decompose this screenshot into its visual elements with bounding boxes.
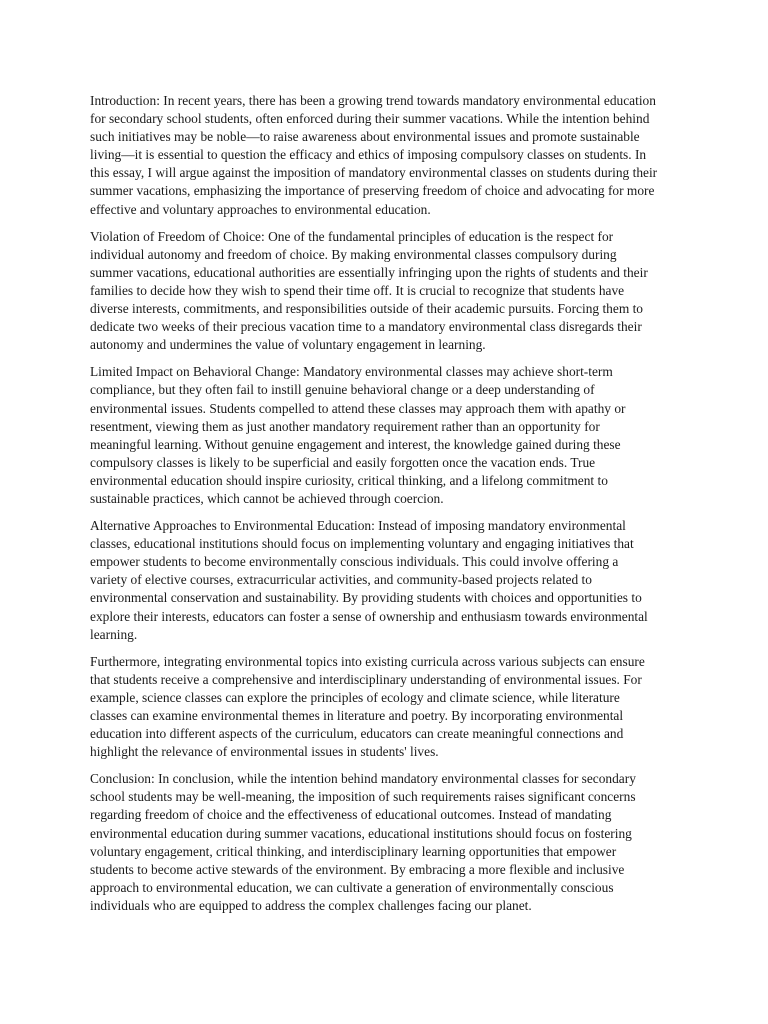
paragraph-conclusion: Conclusion: In conclusion, while the intention behind mandatory environmental classes for secondary school students may be well-meaning, the imposition of such requirements raises significant concerns regarding freedom of choice and the effectiveness of educational outcomes. Instead of mandating environmental education during summer vacations, educational institutions should focus on fostering voluntary engagement, critical thinking, and interdisciplinary learning opportunities that empower students to become active stewards of the environment. By embracing a more flexible and inclusive approach to environmental education, we can cultivate a generation of environmentally conscious individuals who are equipped to address the complex challenges facing our planet. [90, 771, 636, 913]
document-page [90, 92, 658, 924]
paragraph-introduction: Introduction: In recent years, there has been a growing trend towards mandatory environmental education for secondary school students, often enforced during their summer vacations. While the intention behind such initiatives may be noble—to raise awareness about environmental issues and promote sustainable living—it is essential to question the efficacy and ethics of imposing compulsory classes on students. In this essay, I will argue against the imposition of mandatory environmental classes on students during their summer vacations, emphasizing the importance of preserving freedom of choice and advocating for more effective and voluntary approaches to environmental education. [90, 93, 658, 217]
paragraph-alternative-approaches: Alternative Approaches to Environmental Education: Instead of imposing mandatory environmental classes, educational institutions should focus on implementing voluntary and engaging initiatives that empower students to become environmentally conscious individuals. This could involve offering a variety of elective courses, extracurricular activities, and community-based projects related to environmental conservation and sustainability. By providing students with choices and opportunities to explore their interests, educators can foster a sense of ownership and enthusiasm towards environmental learning. [90, 518, 648, 642]
paragraph-curricula-integration: Furthermore, integrating environmental topics into existing curricula across various subjects can ensure that students receive a comprehensive and interdisciplinary understanding of environmental issues. For example, science classes can explore the principles of ecology and climate science, while literature classes can examine environmental themes in literature and poetry. By incorporating environmental education into different aspects of the curriculum, educators can create meaningful connections and highlight the relevance of environmental issues in students' lives. [90, 653, 645, 760]
paragraph-freedom-of-choice: Violation of Freedom of Choice: One of the fundamental principles of education is the respect for individual autonomy and freedom of choice. By making environmental classes compulsory during summer vacations, educational authorities are essentially infringing upon the rights of students and their families to decide how they wish to spend their time off. It is crucial to recognize that students have diverse interests, commitments, and responsibilities outside of their academic pursuits. Forcing them to dedicate two weeks of their precious vacation time to a mandatory environmental class disregards their autonomy and undermines the value of voluntary engagement in learning. [90, 228, 648, 353]
paragraph-behavioral-change: Limited Impact on Behavioral Change: Mandatory environmental classes may achieve short-term compliance, but they often fail to instill genuine behavioral change or a deep understanding of environmental issues. Students compelled to attend these classes may approach them with apathy or resentment, viewing them as just another mandatory requirement rather than an opportunity for meaningful learning. Without genuine engagement and interest, the knowledge gained during these compulsory classes is likely to be superficial and easily forgotten once the vacation ends. True environmental education should inspire curiosity, critical thinking, and a lifelong commitment to sustainable practices, which cannot be achieved through coercion. [90, 364, 626, 506]
